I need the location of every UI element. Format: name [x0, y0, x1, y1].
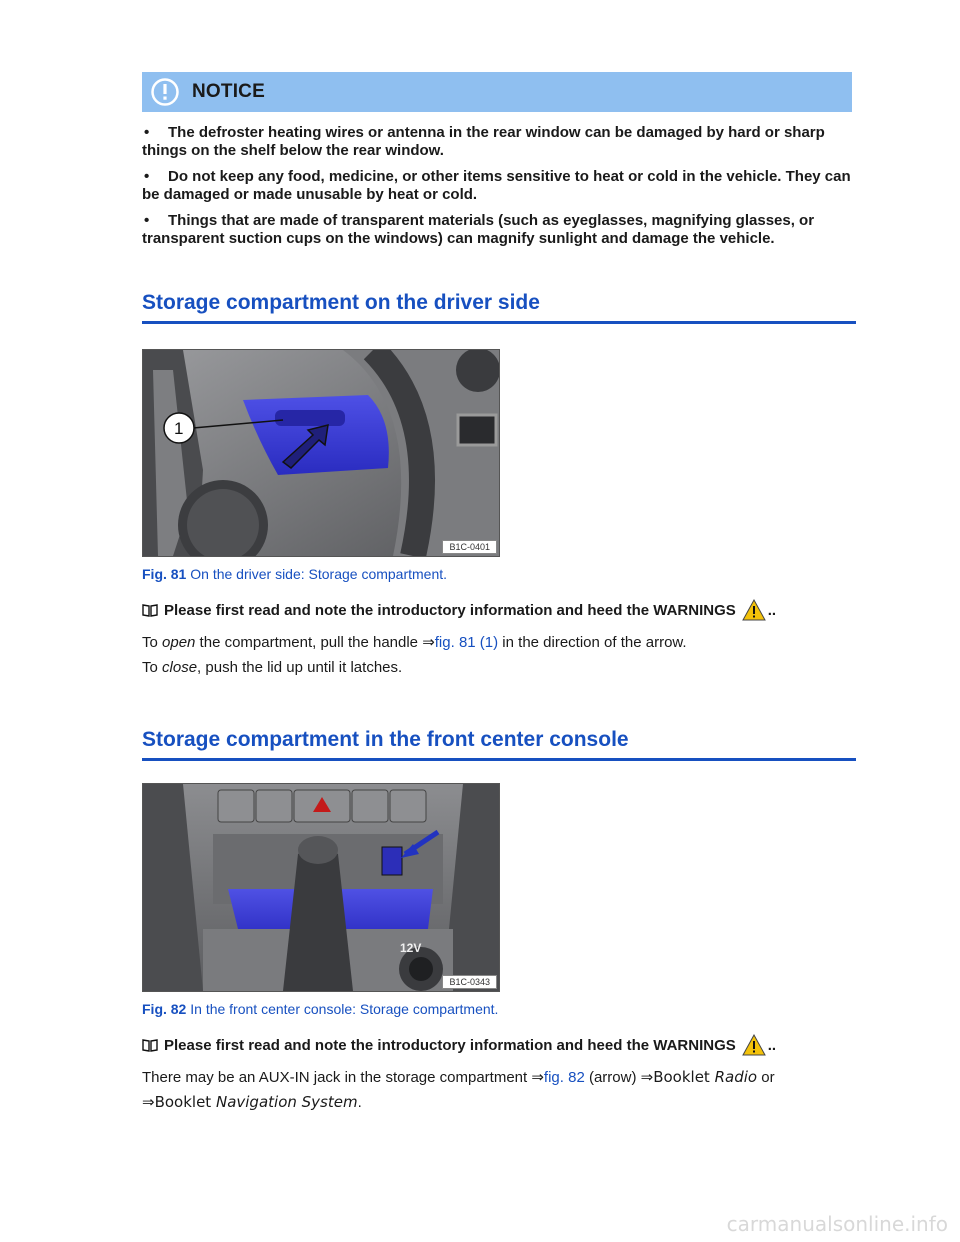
bullet-symbol: • — [144, 212, 150, 229]
warning-triangle-icon[interactable] — [742, 1034, 766, 1056]
figure-callout: 1 — [174, 419, 184, 438]
figure-caption-text: In the front center console: Storage compartment. — [190, 1001, 499, 1017]
notice-bullet-text: Things that are made of transparent materials (such as eyeglasses, magnifying glasses, or transparent suction cups on the windows) can magnify sunlight and damage the vehicle. — [142, 212, 815, 247]
book-icon — [142, 1038, 158, 1052]
booklet-ref: Booklet — [653, 1068, 715, 1086]
read-note — [142, 1034, 776, 1056]
read-note-text: Please first read and note the introductory information and heed the WARNINGS — [164, 1036, 736, 1054]
figure-code: B1C-0343 — [442, 975, 497, 989]
read-note-end: .. — [767, 601, 777, 619]
aux-in-note-cont — [142, 1092, 854, 1113]
figure-caption-text: On the driver side: Storage compartment. — [190, 566, 448, 582]
figure-82-illustration — [143, 784, 499, 991]
text-span: or — [757, 1069, 775, 1086]
text-span: in the direction of the arrow. — [498, 634, 687, 651]
figure-81-illustration — [143, 350, 499, 556]
notice-bullet-text: Do not keep any food, medicine, or other items sensitive to heat or cold in the vehicle. They can be damaged or made unusable by heat or cold. — [142, 168, 851, 203]
text-span: To — [142, 659, 163, 676]
text-span: . — [357, 1094, 362, 1111]
text-span: the compartment, pull the handle ⇒ — [195, 634, 435, 651]
figure-caption — [142, 1001, 498, 1017]
notice-bullets — [142, 124, 854, 256]
warning-triangle-icon[interactable] — [742, 599, 766, 621]
bullet-symbol: • — [144, 168, 150, 185]
instruction-open — [142, 633, 854, 653]
text-span: ⇒ — [142, 1094, 155, 1111]
instruction-close — [142, 658, 854, 678]
figure-link[interactable]: fig. 82 — [543, 1069, 585, 1086]
book-icon — [142, 603, 158, 617]
booklet-title: Radio — [714, 1068, 758, 1086]
notice-bullet-text: The defroster heating wires or antenna in the rear window can be damaged by hard or sharp things on the shelf below the rear window. — [142, 124, 825, 159]
figure-81 — [142, 349, 500, 557]
figure-code: B1C-0401 — [442, 540, 497, 554]
notice-title: NOTICE — [192, 81, 265, 102]
figure-caption — [142, 566, 447, 582]
watermark: carmanualsonline.info — [726, 1212, 948, 1236]
figure-label: Fig. 81 — [142, 566, 187, 582]
section-heading-driver-side: Storage compartment on the driver side — [142, 291, 856, 324]
text-span: To — [142, 634, 163, 651]
figure-link[interactable]: fig. 81 (1) — [434, 634, 499, 651]
booklet-ref: Booklet — [154, 1093, 216, 1111]
figure-socket-label: 12V — [400, 941, 422, 955]
text-emphasis: open — [162, 634, 196, 651]
exclamation-icon — [150, 77, 180, 107]
aux-in-note — [142, 1067, 854, 1088]
booklet-title: Navigation System — [215, 1093, 358, 1111]
section-heading-center-console: Storage compartment in the front center console — [142, 728, 856, 761]
notice-bullet — [142, 168, 854, 204]
text-span: (arrow) ⇒ — [584, 1069, 654, 1086]
notice-bullet — [142, 212, 854, 248]
read-note-end: .. — [767, 1036, 777, 1054]
read-note-text: Please first read and note the introductory information and heed the WARNINGS — [164, 601, 736, 619]
text-emphasis: close — [162, 659, 198, 676]
read-note — [142, 599, 776, 621]
figure-label: Fig. 82 — [142, 1001, 187, 1017]
notice-bar — [142, 72, 852, 112]
bullet-symbol: • — [144, 124, 150, 141]
figure-82 — [142, 783, 500, 992]
notice-bullet — [142, 124, 854, 160]
text-span: , push the lid up until it latches. — [197, 659, 403, 676]
text-span: There may be an AUX-IN jack in the storage compartment ⇒ — [142, 1069, 544, 1086]
